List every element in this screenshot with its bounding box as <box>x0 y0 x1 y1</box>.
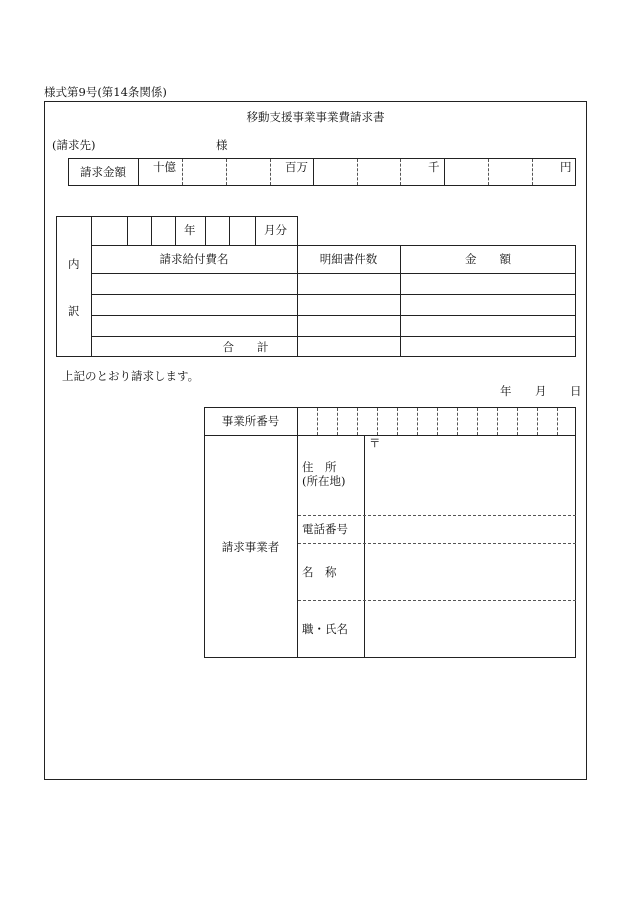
breakdown-side-label-1: 内 <box>68 257 80 271</box>
unit-thousand: 千 <box>428 160 440 174</box>
period-month-field[interactable] <box>207 218 253 243</box>
unit-million: 百万 <box>285 160 308 174</box>
recipient-honorific: 様 <box>216 138 228 152</box>
row-2-benefit-name[interactable] <box>93 296 296 314</box>
recipient-label: (請求先) <box>52 138 96 152</box>
period-year-label: 年 <box>184 223 196 237</box>
unit-yen: 円 <box>560 160 572 174</box>
row-2-count[interactable] <box>299 296 399 314</box>
header-amount: 金 額 <box>465 252 511 266</box>
address-label: 住 所 <box>302 460 337 474</box>
row-1-amount[interactable] <box>402 275 575 293</box>
amount-yen-field[interactable] <box>446 160 574 184</box>
form-number: 様式第9号(第14条関係) <box>44 85 167 99</box>
amount-billion-field[interactable] <box>184 160 312 184</box>
row-2-amount[interactable] <box>402 296 575 314</box>
header-statement-count: 明細書件数 <box>319 252 378 266</box>
row-3-amount[interactable] <box>402 317 575 335</box>
total-amount[interactable] <box>402 338 575 356</box>
date-day-label: 日 <box>570 384 582 398</box>
address-location-label: (所在地) <box>302 474 346 488</box>
date-year-label: 年 <box>500 384 512 398</box>
postal-mark: 〒 <box>369 436 381 450</box>
row-1-benefit-name[interactable] <box>93 275 296 293</box>
period-month-label: 月分 <box>264 223 287 237</box>
office-number-label: 事業所番号 <box>221 414 280 428</box>
row-1-count[interactable] <box>299 275 399 293</box>
unit-billion: 十億 <box>153 160 176 174</box>
header-benefit-name: 請求給付費名 <box>159 252 229 266</box>
row-3-count[interactable] <box>299 317 399 335</box>
statement-text: 上記のとおり請求します。 <box>62 369 200 383</box>
title-name-label: 職・氏名 <box>302 622 348 636</box>
business-name-field[interactable] <box>366 545 575 599</box>
amount-label: 請求金額 <box>80 165 126 179</box>
phone-label: 電話番号 <box>302 522 348 536</box>
period-year-field[interactable] <box>93 218 173 243</box>
business-name-label: 名 称 <box>302 565 337 579</box>
total-label: 合 計 <box>222 340 269 354</box>
claimant-section-label: 請求事業者 <box>221 540 280 554</box>
address-field[interactable] <box>366 452 575 514</box>
form-title: 移動支援事業事業費請求書 <box>246 110 385 124</box>
breakdown-side-label-2: 訳 <box>68 304 80 318</box>
phone-field[interactable] <box>366 517 575 542</box>
title-name-field[interactable] <box>366 602 575 657</box>
office-number-field[interactable] <box>299 409 575 434</box>
amount-million-field[interactable] <box>315 160 443 184</box>
date-month-label: 月 <box>535 384 547 398</box>
row-3-benefit-name[interactable] <box>93 317 296 335</box>
